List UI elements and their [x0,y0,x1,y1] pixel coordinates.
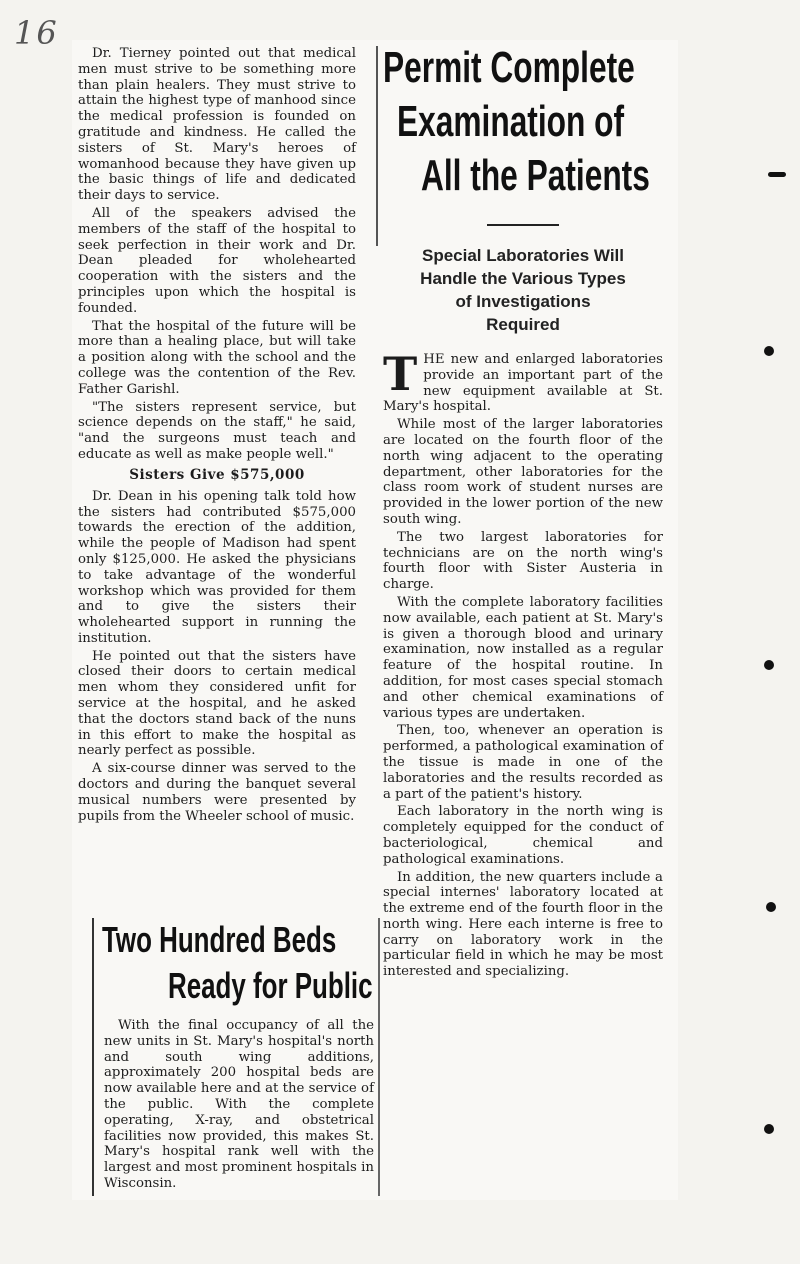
deck-line: Handle the Various Types [420,269,626,288]
deck [383,244,663,336]
paragraph: Then, too, whenever an operation is performed, a pathological examination of the tissue is made in one of the laboratories and the results recorded as a part of the patient's history. [383,723,663,802]
paragraph: The two largest laboratories for technicians are on the north wing's fourth floor with Sister Austeria in charge. [383,529,663,593]
headline-line: Ready for Public [168,965,373,1006]
headline-line: Permit Complete [383,43,635,92]
column-rule [376,46,378,246]
paragraph: A six-course dinner was served to the doctors and during the banquet several musical numbers were presented by pupils from the Wheeler school of music. [78,761,356,824]
paragraph: With the complete laboratory facilities now available, each patient at St. Mary's is given a thorough blood and urinary examination, now installed as a regular feature of the hospital routine. In addition, for most cases special stomach and other chemical examinations of various types are undertaken. [383,594,663,721]
headline-line: Two Hundred Beds [102,919,337,960]
lab-article [383,43,663,982]
beds-article [92,918,380,1196]
paragraph: "The sisters represent service, but science depends on the staff," he said, "and the surgeons must teach and educate as well as make people well." [78,399,356,462]
subheading: Sisters Give $575,000 [129,466,305,483]
paragraph: HE new and enlarged laboratories provide an important part of the new equipment available at St. Mary's hospital. [383,352,663,415]
binder-mark [768,172,786,177]
paragraph: In addition, the new quarters include a special internes' laboratory located at the extreme end of the fourth floor in the north wing. Here each interne is free to carry on laboratory work in the particular field in which he may be most interested and specializing. [383,869,663,980]
binder-mark [764,1124,774,1134]
paragraph: Dr. Tierney pointed out that medical men must strive to be something more than plain healers. They must strive to attain the highest type of manhood since the medical profession is founded on gratitude and kindness. He called the sisters of St. Mary's heroes of womanhood because they have given up the basic things of life and dedicated their days to service. [78,46,356,204]
divider [487,224,559,226]
deck-line: Special Laboratories Will [421,246,625,265]
left-column [78,46,356,826]
paragraph: All of the speakers advised the members of the staff of the hospital to seek perfection in their work and Dr. Dean pleaded for wholehearted cooperation with the sisters and the principles upon which the hospital is founded. [78,205,356,316]
binder-mark [764,346,774,356]
headline-line: All the Patients [421,151,650,200]
paragraph: With the final occupancy of all the new units in St. Mary's hospital's north and south wing additions, approximately 200 hospital beds are now available here and at the service of the public. With the complete operating, X-ray, and obstetrical facilities now provided, this makes St. Mary's hospital rank well with the largest and most prominent hospitals in Wisconsin. [104,1018,374,1191]
paragraph: That the hospital of the future will be more than a healing place, but will take a position along with the school and the college was the contention of the Rev. Father Garishl. [78,318,356,397]
page-number: 16 [14,14,59,52]
drop-cap: T [383,347,418,401]
deck-line: Required [486,315,560,334]
paragraph: Each laboratory in the north wing is completely equipped for the conduct of bacteriological, chemical and pathological examinations. [383,804,663,867]
paragraph: While most of the larger laboratories are located on the fourth floor of the north wing adjacent to the operating department, other laboratories for the class room work of student nurses are provided in the lower portion of the new south wing. [383,417,663,527]
binder-mark [764,660,774,670]
paragraph: He pointed out that the sisters have closed their doors to certain medical men whom they considered unfit for service at the hospital, and he asked that the doctors stand back of the nuns in this effort to make the hospital as nearly perfect as possible. [78,648,356,759]
lead-paragraph [383,347,663,415]
deck-line: of Investigations [455,292,591,311]
binder-mark [766,902,776,912]
paragraph: Dr. Dean in his opening talk told how the sisters had contributed $575,000 towards the erection of the addition, while the people of Madison had spent only $125,000. He asked the physicians to take advantage of the wonderful workshop which was provided for them and to give the sisters their wholehearted support in running the institution. [78,488,356,646]
headline-line: Examination of [397,97,625,146]
